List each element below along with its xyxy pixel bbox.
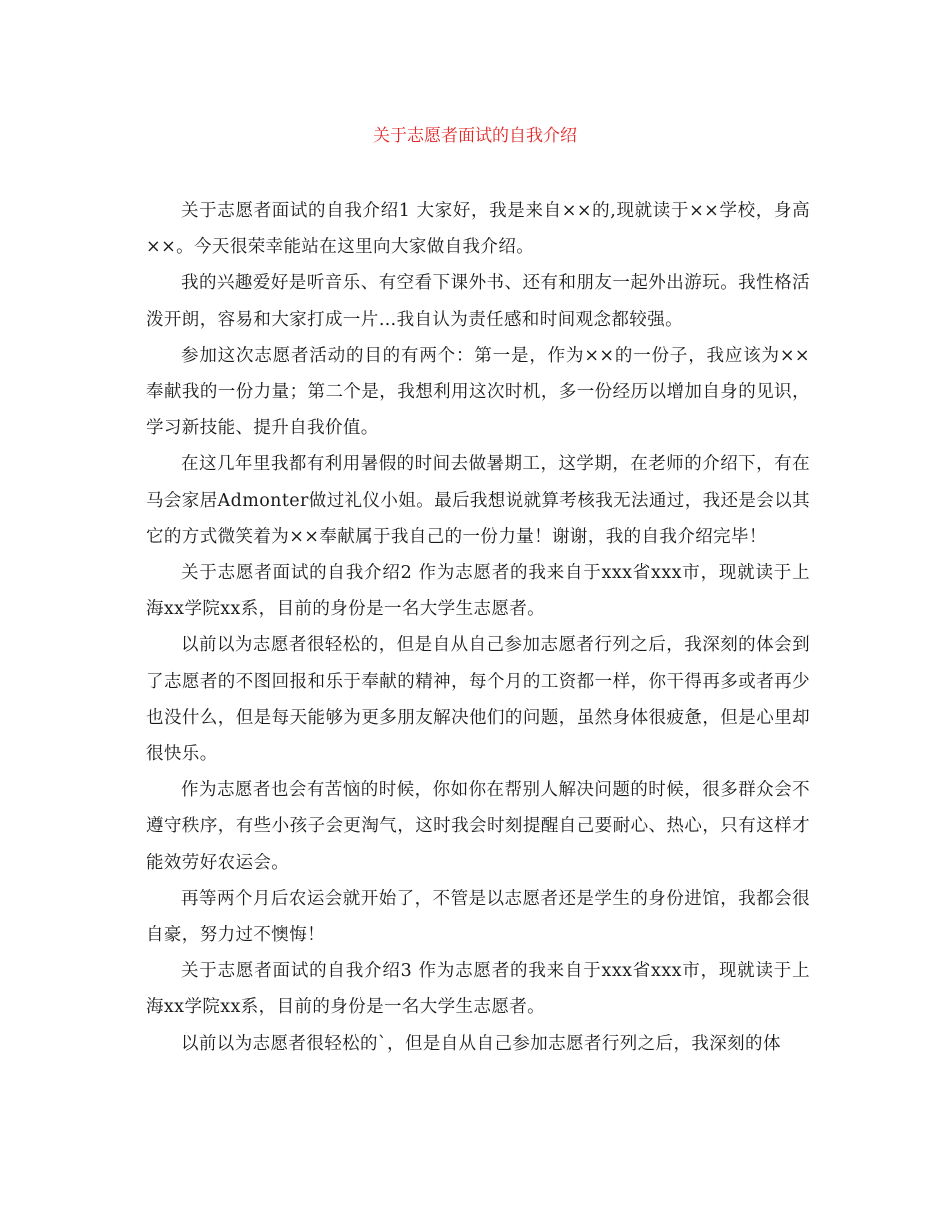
paragraph-8: 再等两个月后农运会就开始了，不管是以志愿者还是学生的身份进馆，我都会很自豪，努力过不懊悔！ [146,888,810,946]
paragraph-7: 作为志愿者也会有苦恼的时候，你如你在帮别人解决问题的时候，很多群众会不遵守秩序，有些小孩子会更淘气，这时我会时刻提醒自己要耐心、热心，只有这样才能效劳好农运会。 [146,780,810,873]
document-title: 关于志愿者面试的自我介绍 [373,126,577,146]
document-body [146,193,810,1062]
paragraph-5: 关于志愿者面试的自我介绍2 作为志愿者的我来自于xxx省xxx市，现就读于上海xx学院xx系，目前的身份是一名大学生志愿者。 [146,563,810,620]
paragraph-3: 参加这次志愿者活动的目的有两个：第一是，作为××的一份子，我应该为××奉献我的一份力量；第二个是，我想利用这次时机，多一份经历以增加自身的见识，学习新技能、提升自我价值。 [146,345,810,439]
paragraph-4: 在这几年里我都有利用暑假的时间去做暑期工，这学期，在老师的介绍下，有在马会家居Admonter做过礼仪小姐。最后我想说就算考核我无法通过，我还是会以其它的方式微笑着为××奉献属于我自己的一份力量！谢谢，我的自我介绍完毕！ [146,454,810,547]
paragraph-1: 关于志愿者面试的自我介绍1 大家好，我是来自××的,现就读于××学校，身高××。今天很荣幸能站在这里向大家做自我介绍。 [146,201,810,258]
paragraph-2: 我的兴趣爱好是听音乐、有空看下课外书、还有和朋友一起外出游玩。我性格活泼开朗，容易和大家打成一片…我自认为责任感和时间观念都较强。 [146,273,810,330]
paragraph-6: 以前以为志愿者很轻松的，但是自从自己参加志愿者行列之后，我深刻的体会到了志愿者的不图回报和乐于奉献的精神，每个月的工资都一样，你干得再多或者再少也没什么，但是每天能够为更多朋友解决他们的问题，虽然身体很疲惫，但是心里却很快乐。 [146,635,810,765]
paragraph-10: 以前以为志愿者很轻松的`，但是自从自己参加志愿者行列之后，我深刻的体 [181,1033,781,1054]
paragraph-9: 关于志愿者面试的自我介绍3 作为志愿者的我来自于xxx省xxx市，现就读于上海xx学院xx系，目前的身份是一名大学生志愿者。 [146,961,810,1018]
